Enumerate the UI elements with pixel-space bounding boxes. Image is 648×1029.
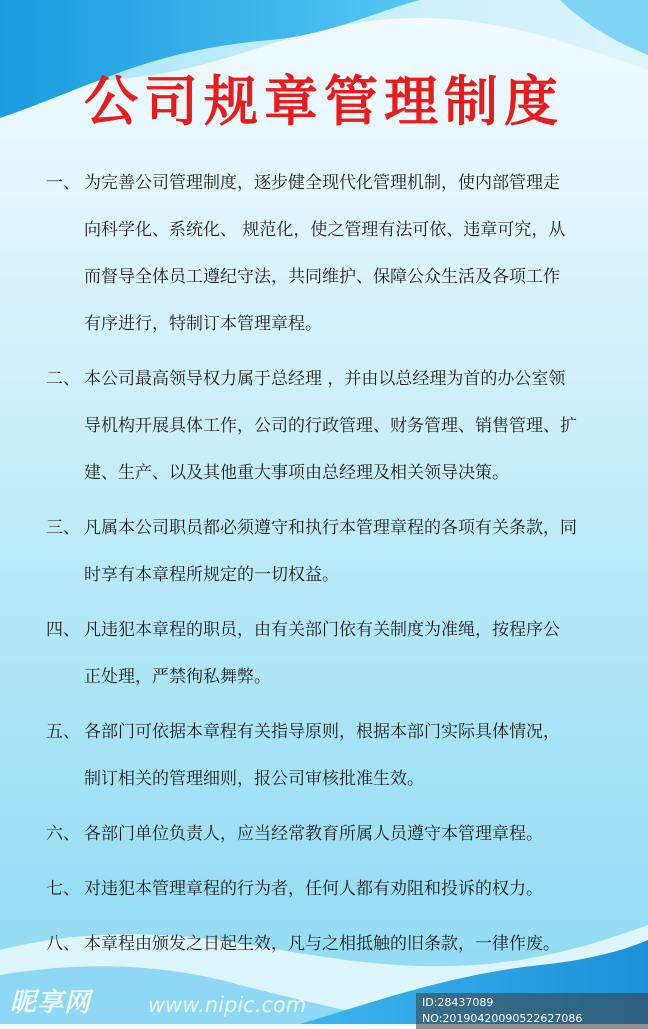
item-text-line: 导机构开展具体工作，公司的行政管理、财务管理、销售管理、扩 bbox=[84, 416, 577, 436]
regulation-item bbox=[46, 866, 626, 913]
regulation-item bbox=[46, 356, 626, 497]
watermark-logo: 昵享网 bbox=[10, 988, 92, 1018]
item-text bbox=[84, 505, 626, 599]
item-number: 七、 bbox=[46, 879, 80, 899]
page-title: 公司规章管理制度 bbox=[84, 70, 564, 133]
item-text-line: 本公司最高领导权力属于总经理 ，并由以总经理为首的办公室领 bbox=[84, 369, 566, 389]
item-text bbox=[84, 356, 626, 497]
item-text-line: 正处理，严禁徇私舞弊。 bbox=[84, 667, 271, 687]
item-text-line: 为完善公司管理制度，逐步健全现代化管理机制，使内部管理走 bbox=[84, 173, 560, 193]
item-number: 三、 bbox=[46, 518, 80, 538]
regulation-item bbox=[46, 160, 626, 348]
item-number: 二、 bbox=[46, 369, 80, 389]
regulation-item bbox=[46, 505, 626, 599]
item-text-line: 本章程由颁发之日起生效，凡与之相抵触的旧条款，一律作废。 bbox=[84, 934, 560, 954]
item-text-line: 各部门单位负责人，应当经常教育所属人员遵守本管理章程。 bbox=[84, 824, 543, 844]
item-number: 八、 bbox=[46, 934, 80, 954]
item-text bbox=[84, 866, 626, 913]
regulation-item bbox=[46, 709, 626, 803]
watermark-id: ID:28437089 NO:20190420090522627086 bbox=[416, 993, 648, 1029]
watermark-url: www.nipic.com bbox=[148, 993, 307, 1017]
regulation-item bbox=[46, 607, 626, 701]
item-text-line: 时享有本章程所规定的一切权益。 bbox=[84, 565, 339, 585]
item-number: 四、 bbox=[46, 620, 80, 640]
regulation-list bbox=[46, 160, 626, 976]
item-text-line: 而督导全体员工遵纪守法，共同维护、保障公众生活及各项工作 bbox=[84, 267, 560, 287]
item-text-line: 有序进行，特制订本管理章程。 bbox=[84, 314, 322, 334]
regulation-item bbox=[46, 921, 626, 968]
item-number: 六、 bbox=[46, 824, 80, 844]
regulation-item bbox=[46, 811, 626, 858]
item-text bbox=[84, 607, 626, 701]
item-text bbox=[84, 160, 626, 348]
item-text bbox=[84, 921, 626, 968]
item-number: 一、 bbox=[46, 173, 80, 193]
item-text bbox=[84, 709, 626, 803]
item-number: 五、 bbox=[46, 722, 80, 742]
item-text-line: 各部门可依据本章程有关指导原则，根据本部门实际具体情况， bbox=[84, 722, 560, 742]
item-text bbox=[84, 811, 626, 858]
item-text-line: 对违犯本管理章程的行为者，任何人都有劝阻和投诉的权力。 bbox=[84, 879, 543, 899]
item-text-line: 凡属本公司职员都必须遵守和执行本管理章程的各项有关条款，同 bbox=[84, 518, 577, 538]
item-text-line: 向科学化、系统化、 规范化，使之管理有法可依、违章可究，从 bbox=[84, 220, 566, 240]
item-text-line: 凡违犯本章程的职员，由有关部门依有关制度为准绳，按程序公 bbox=[84, 620, 560, 640]
item-text-line: 建、生产、以及其他重大事项由总经理及相关领导决策。 bbox=[84, 463, 509, 483]
item-text-line: 制订相关的管理细则，报公司审核批准生效。 bbox=[84, 769, 424, 789]
